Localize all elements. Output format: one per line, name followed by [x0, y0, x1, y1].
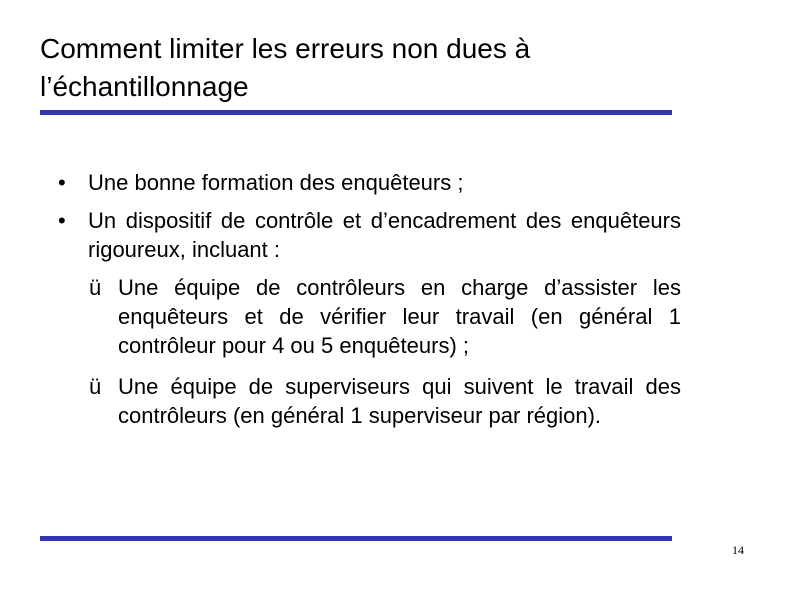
title-divider [40, 110, 672, 115]
slide-content [56, 168, 681, 442]
check-icon: ü [89, 275, 102, 300]
bullet-item [56, 168, 681, 197]
sub-bullet-item [86, 372, 681, 430]
sub-bullet-item [86, 273, 681, 360]
bullet-marker: • [58, 208, 66, 233]
sub-bullet-text: Une équipe de superviseurs qui suivent le travail des contrôleurs (en général 1 superviseur par région). [118, 374, 681, 428]
sub-bullet-text: Une équipe de contrôleurs en charge d’assister les enquêteurs et de vérifier leur travail (en général 1 contrôleur pour 4 ou 5 enquêteurs) ; [118, 275, 681, 358]
page-number: 14 [732, 543, 744, 557]
bullet-text: Une bonne formation des enquêteurs ; [88, 170, 464, 195]
slide-title: Comment limiter les erreurs non dues à l’échantillonnage [40, 33, 531, 102]
footer-divider [40, 536, 672, 541]
bullet-marker: • [58, 170, 66, 195]
bullet-text: Un dispositif de contrôle et d’encadrement des enquêteurs rigoureux, incluant : [88, 208, 681, 262]
bullet-item [56, 206, 681, 264]
check-icon: ü [89, 374, 102, 399]
